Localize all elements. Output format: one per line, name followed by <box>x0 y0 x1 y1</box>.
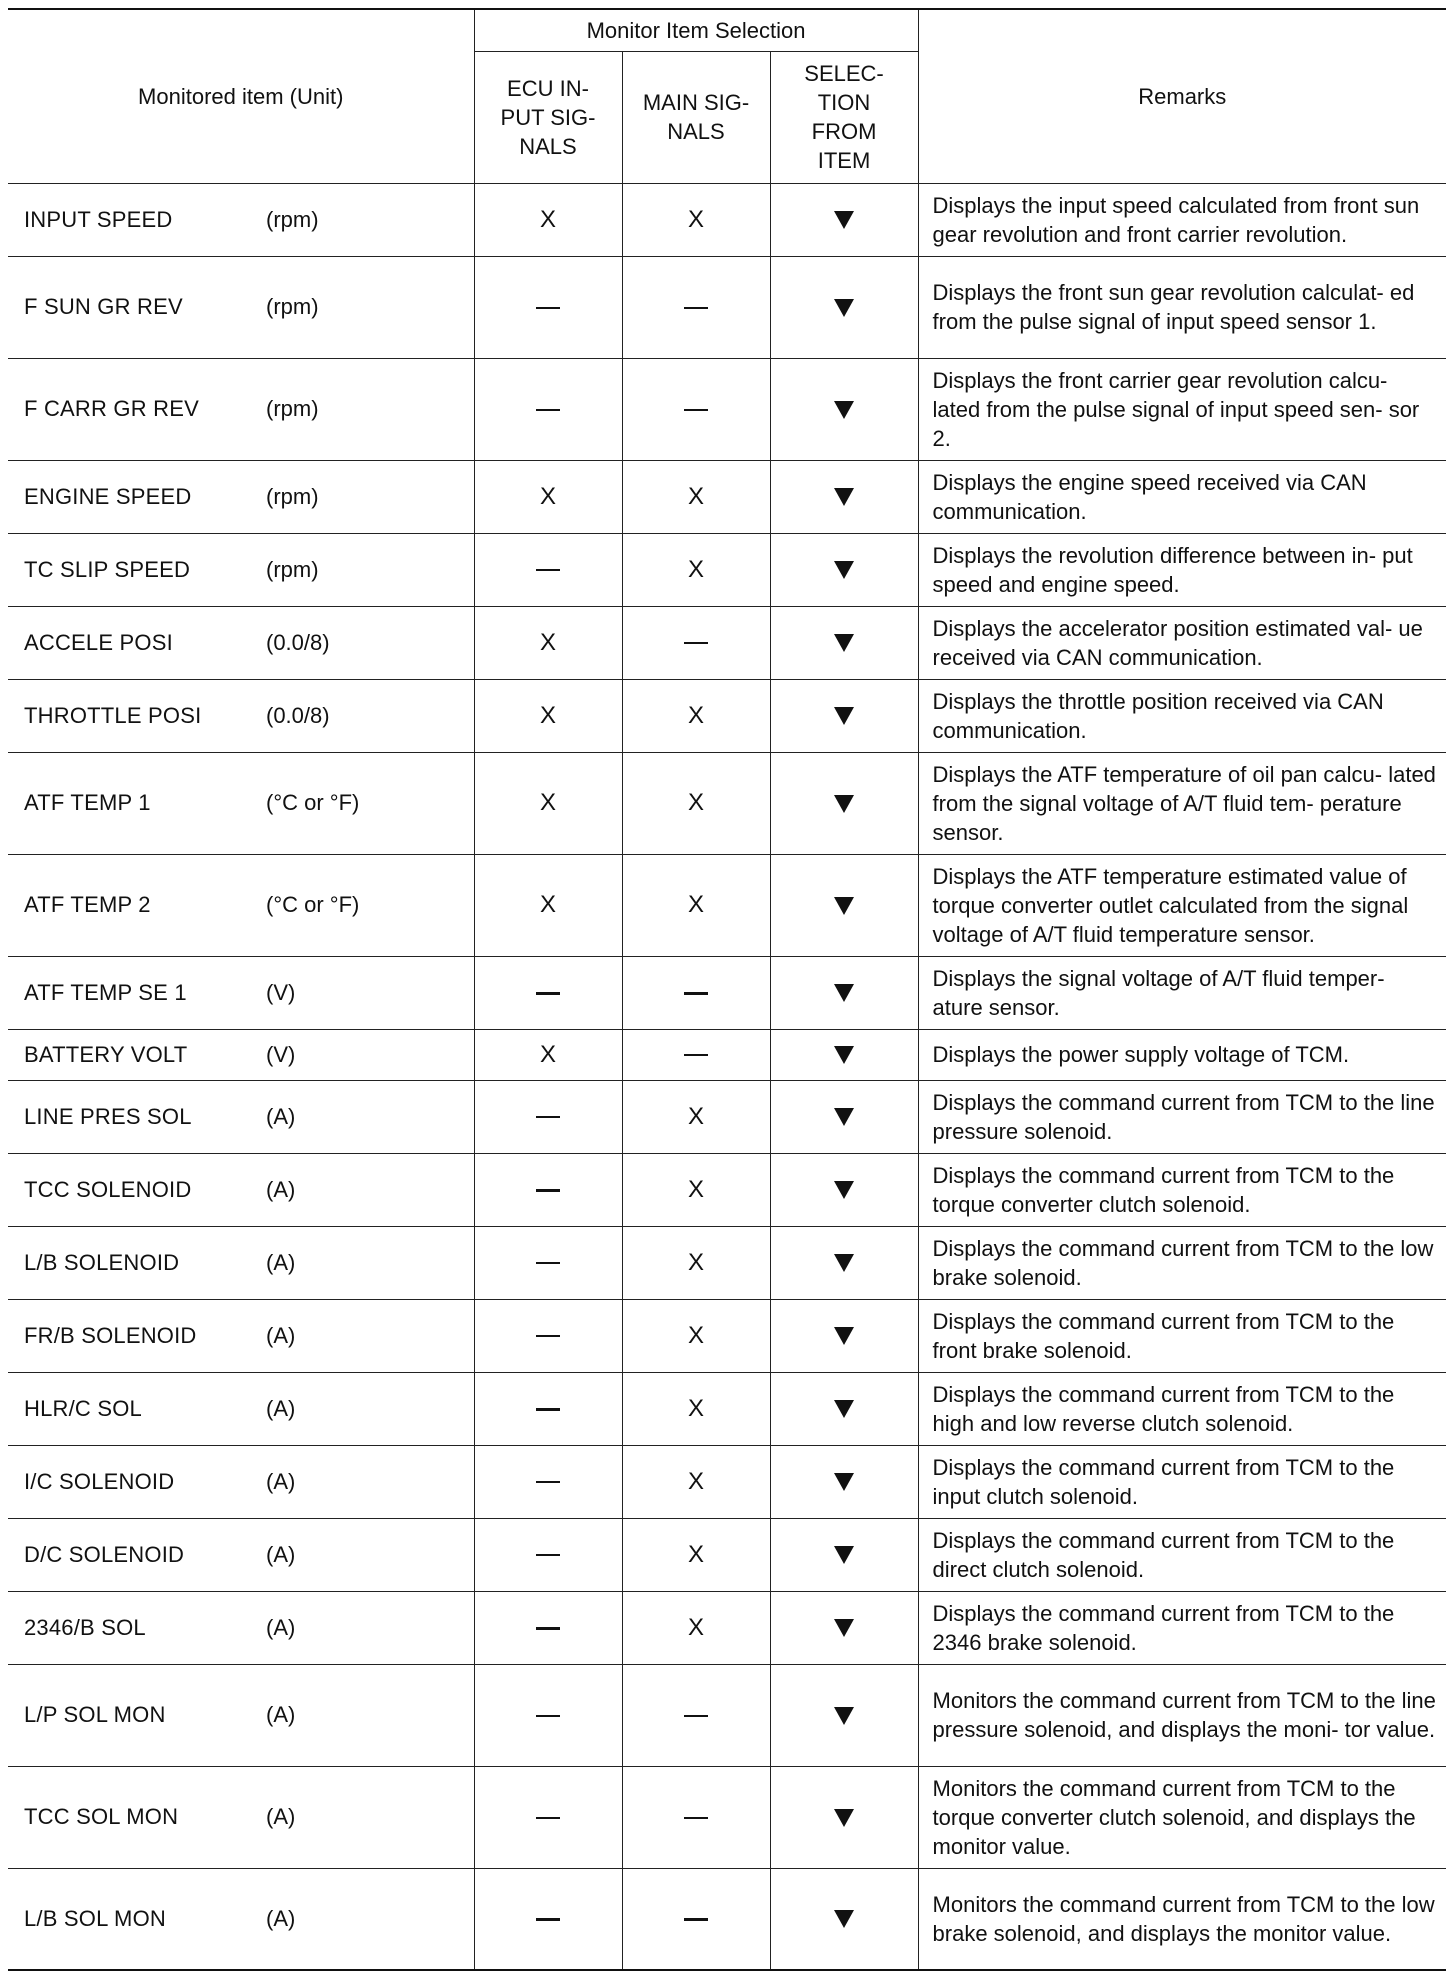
item-unit: (0.0/8) <box>266 702 330 728</box>
item-name: F CARR GR REV <box>24 396 199 421</box>
remarks-cell: Displays the command current from TCM to the 2346 brake solenoid. <box>918 1591 1446 1664</box>
item-name: ATF TEMP 2 <box>24 892 151 917</box>
monitored-item-cell <box>8 1591 474 1664</box>
x-mark: X <box>539 1040 556 1068</box>
table-row <box>8 460 1446 533</box>
monitored-item-cell <box>8 256 474 358</box>
item-name: TC SLIP SPEED <box>24 556 191 582</box>
table-row <box>8 1664 1446 1766</box>
remarks-cell: Displays the accelerator position estimated val- ue received via CAN communication. <box>918 606 1446 679</box>
remarks-cell: Displays the ATF temperature of oil pan calcu- lated from the signal voltage of A/T fluid tem- perature sensor. <box>918 752 1446 854</box>
table-row <box>8 533 1446 606</box>
table-row <box>8 1299 1446 1372</box>
main-signals-mark-cell <box>622 1029 770 1080</box>
header-selection-from-item: SELEC- TION FROM ITEM <box>770 51 918 183</box>
item-name: TCC SOLENOID <box>24 1176 192 1202</box>
item-name: FR/B SOLENOID <box>24 1322 197 1348</box>
item-name: F SUN GR REV <box>24 294 183 319</box>
item-name: ATF TEMP 1 <box>24 790 151 815</box>
selection-mark-cell <box>770 752 918 854</box>
header-monitored-item: Monitored item (Unit) <box>8 9 474 183</box>
remarks-cell: Monitors the command current from TCM to the torque converter clutch solenoid, and displays the monitor value. <box>918 1766 1446 1868</box>
selection-mark-cell <box>770 606 918 679</box>
table-row <box>8 358 1446 460</box>
main-signals-mark-cell <box>622 1518 770 1591</box>
main-signals-mark-cell <box>622 752 770 854</box>
dash-mark <box>536 1262 560 1264</box>
monitored-item-cell <box>8 533 474 606</box>
dash-mark <box>536 992 560 995</box>
x-mark: X <box>687 1613 704 1641</box>
item-unit: (rpm) <box>266 483 319 509</box>
item-name: BATTERY VOLT <box>24 1041 188 1067</box>
x-mark: X <box>687 1102 704 1130</box>
item-name: I/C SOLENOID <box>24 1468 175 1494</box>
monitored-item-cell <box>8 1868 474 1970</box>
monitored-item-cell <box>8 1664 474 1766</box>
table-row <box>8 256 1446 358</box>
monitored-item-cell <box>8 1766 474 1868</box>
monitored-item-cell <box>8 956 474 1029</box>
triangle-down-icon <box>834 299 854 317</box>
ecu-input-mark-cell <box>474 1226 622 1299</box>
header-main-signals: MAIN SIG- NALS <box>622 51 770 183</box>
item-unit: (A) <box>266 1541 296 1567</box>
remarks-cell: Displays the signal voltage of A/T fluid temper- ature sensor. <box>918 956 1446 1029</box>
triangle-down-icon <box>834 1707 854 1725</box>
dash-mark <box>536 409 560 411</box>
dash-mark <box>536 1481 560 1483</box>
remarks-cell: Displays the command current from TCM to the front brake solenoid. <box>918 1299 1446 1372</box>
main-signals-mark-cell <box>622 358 770 460</box>
remarks-cell: Displays the command current from TCM to the line pressure solenoid. <box>918 1080 1446 1153</box>
selection-mark-cell <box>770 1080 918 1153</box>
item-name: LINE PRES SOL <box>24 1103 192 1129</box>
item-unit: (A) <box>266 1702 296 1727</box>
triangle-down-icon <box>834 1181 854 1199</box>
dash-mark <box>684 1715 708 1717</box>
monitored-item-cell <box>8 1445 474 1518</box>
selection-mark-cell <box>770 1868 918 1970</box>
selection-mark-cell <box>770 256 918 358</box>
item-name: 2346/B SOL <box>24 1614 146 1640</box>
table-row <box>8 1518 1446 1591</box>
item-unit: (A) <box>266 1804 296 1829</box>
main-signals-mark-cell <box>622 460 770 533</box>
x-mark: X <box>539 482 556 510</box>
monitor-item-table <box>8 8 1446 1971</box>
item-unit: (rpm) <box>266 294 319 319</box>
ecu-input-mark-cell <box>474 679 622 752</box>
selection-mark-cell <box>770 1445 918 1518</box>
main-signals-mark-cell <box>622 533 770 606</box>
table-row <box>8 183 1446 256</box>
item-unit: (A) <box>266 1614 296 1640</box>
table-row <box>8 1445 1446 1518</box>
remarks-cell: Displays the input speed calculated from front sun gear revolution and front carrier revolution. <box>918 183 1446 256</box>
ecu-input-mark-cell <box>474 606 622 679</box>
x-mark: X <box>687 1175 704 1203</box>
item-unit: (rpm) <box>266 206 319 232</box>
main-signals-mark-cell <box>622 854 770 956</box>
main-signals-mark-cell <box>622 1299 770 1372</box>
ecu-input-mark-cell <box>474 1766 622 1868</box>
item-name: L/B SOLENOID <box>24 1249 180 1275</box>
table-row <box>8 1868 1446 1970</box>
remarks-cell: Displays the command current from TCM to the high and low reverse clutch solenoid. <box>918 1372 1446 1445</box>
table-header <box>8 9 1446 183</box>
x-mark: X <box>687 789 704 816</box>
dash-mark <box>536 1116 560 1118</box>
triangle-down-icon <box>834 1546 854 1564</box>
remarks-cell: Monitors the command current from TCM to the line pressure solenoid, and displays the moni- tor value. <box>918 1664 1446 1766</box>
item-unit: (V) <box>266 1041 296 1067</box>
remarks-cell: Displays the command current from TCM to the direct clutch solenoid. <box>918 1518 1446 1591</box>
item-unit: (°C or °F) <box>266 790 360 815</box>
item-name: D/C SOLENOID <box>24 1541 185 1567</box>
selection-mark-cell <box>770 183 918 256</box>
dash-mark <box>536 1715 560 1717</box>
x-mark: X <box>687 555 704 583</box>
table-row <box>8 606 1446 679</box>
item-name: ENGINE SPEED <box>24 483 192 509</box>
item-name: INPUT SPEED <box>24 206 173 232</box>
main-signals-mark-cell <box>622 1153 770 1226</box>
remarks-cell: Displays the revolution difference between in- put speed and engine speed. <box>918 533 1446 606</box>
monitored-item-cell <box>8 752 474 854</box>
dash-mark <box>536 1408 560 1411</box>
ecu-input-mark-cell <box>474 533 622 606</box>
table-row <box>8 1766 1446 1868</box>
ecu-input-mark-cell <box>474 956 622 1029</box>
x-mark: X <box>539 205 556 233</box>
monitored-item-cell <box>8 1518 474 1591</box>
x-mark: X <box>539 628 556 656</box>
ecu-input-mark-cell <box>474 1664 622 1766</box>
table-row <box>8 1372 1446 1445</box>
dash-mark <box>684 1054 708 1056</box>
remarks-cell: Displays the ATF temperature estimated value of torque converter outlet calculated from the signal voltage of A/T fluid temperature sensor. <box>918 854 1446 956</box>
item-unit: (A) <box>266 1103 296 1129</box>
ecu-input-mark-cell <box>474 1591 622 1664</box>
dash-mark <box>684 992 708 995</box>
table-row <box>8 1591 1446 1664</box>
selection-mark-cell <box>770 956 918 1029</box>
dash-mark <box>684 1817 708 1819</box>
monitored-item-cell <box>8 1080 474 1153</box>
selection-mark-cell <box>770 1299 918 1372</box>
main-signals-mark-cell <box>622 1868 770 1970</box>
main-signals-mark-cell <box>622 1372 770 1445</box>
monitored-item-cell <box>8 460 474 533</box>
ecu-input-mark-cell <box>474 1029 622 1080</box>
dash-mark <box>536 1335 560 1337</box>
triangle-down-icon <box>834 1254 854 1272</box>
item-name: THROTTLE POSI <box>24 702 202 728</box>
triangle-down-icon <box>834 1108 854 1126</box>
header-ecu-input-signals: ECU IN- PUT SIG- NALS <box>474 51 622 183</box>
main-signals-mark-cell <box>622 679 770 752</box>
x-mark: X <box>687 1321 704 1349</box>
monitored-item-cell <box>8 1153 474 1226</box>
table-row <box>8 752 1446 854</box>
triangle-down-icon <box>834 795 854 813</box>
item-unit: (A) <box>266 1322 296 1348</box>
main-signals-mark-cell <box>622 183 770 256</box>
dash-mark <box>536 1918 560 1921</box>
triangle-down-icon <box>834 401 854 419</box>
selection-mark-cell <box>770 460 918 533</box>
ecu-input-mark-cell <box>474 1153 622 1226</box>
main-signals-mark-cell <box>622 256 770 358</box>
ecu-input-mark-cell <box>474 752 622 854</box>
main-signals-mark-cell <box>622 1766 770 1868</box>
item-unit: (V) <box>266 979 296 1005</box>
ecu-input-mark-cell <box>474 358 622 460</box>
x-mark: X <box>539 891 556 918</box>
main-signals-mark-cell <box>622 1664 770 1766</box>
dash-mark <box>536 1189 560 1192</box>
monitored-item-cell <box>8 1029 474 1080</box>
monitored-item-cell <box>8 183 474 256</box>
dash-mark <box>684 1918 708 1921</box>
item-unit: (A) <box>266 1468 296 1494</box>
item-unit: (A) <box>266 1395 296 1421</box>
main-signals-mark-cell <box>622 956 770 1029</box>
dash-mark <box>684 307 708 309</box>
ecu-input-mark-cell <box>474 1868 622 1970</box>
x-mark: X <box>687 1394 704 1422</box>
selection-mark-cell <box>770 1664 918 1766</box>
monitor-item-document <box>8 8 1446 1971</box>
ecu-input-mark-cell <box>474 183 622 256</box>
x-mark: X <box>539 701 556 729</box>
remarks-cell: Displays the front sun gear revolution calculat- ed from the pulse signal of input speed sensor 1. <box>918 256 1446 358</box>
table-body <box>8 183 1446 1970</box>
header-monitor-item-selection: Monitor Item Selection <box>474 9 918 51</box>
ecu-input-mark-cell <box>474 854 622 956</box>
remarks-cell: Displays the command current from TCM to the low brake solenoid. <box>918 1226 1446 1299</box>
selection-mark-cell <box>770 1372 918 1445</box>
item-unit: (rpm) <box>266 396 319 421</box>
triangle-down-icon <box>834 1910 854 1928</box>
monitored-item-cell <box>8 358 474 460</box>
remarks-cell: Displays the power supply voltage of TCM. <box>918 1029 1446 1080</box>
remarks-cell: Displays the command current from TCM to the input clutch solenoid. <box>918 1445 1446 1518</box>
remarks-cell: Displays the engine speed received via CAN communication. <box>918 460 1446 533</box>
ecu-input-mark-cell <box>474 1518 622 1591</box>
item-unit: (A) <box>266 1905 296 1931</box>
selection-mark-cell <box>770 1766 918 1868</box>
item-unit: (0.0/8) <box>266 629 330 655</box>
triangle-down-icon <box>834 1046 854 1064</box>
ecu-input-mark-cell <box>474 1299 622 1372</box>
dash-mark <box>684 642 708 644</box>
dash-mark <box>684 409 708 411</box>
x-mark: X <box>687 891 704 918</box>
item-name: ACCELE POSI <box>24 629 173 655</box>
dash-mark <box>536 307 560 309</box>
table-row <box>8 1080 1446 1153</box>
main-signals-mark-cell <box>622 1226 770 1299</box>
item-name: HLR/C SOL <box>24 1395 142 1421</box>
ecu-input-mark-cell <box>474 1080 622 1153</box>
selection-mark-cell <box>770 679 918 752</box>
ecu-input-mark-cell <box>474 1372 622 1445</box>
remarks-cell: Displays the throttle position received via CAN communication. <box>918 679 1446 752</box>
triangle-down-icon <box>834 707 854 725</box>
table-row <box>8 1226 1446 1299</box>
x-mark: X <box>687 1540 704 1568</box>
triangle-down-icon <box>834 1473 854 1491</box>
x-mark: X <box>687 205 704 233</box>
table-row <box>8 1153 1446 1226</box>
ecu-input-mark-cell <box>474 460 622 533</box>
remarks-cell: Monitors the command current from TCM to the low brake solenoid, and displays the monitor value. <box>918 1868 1446 1970</box>
ecu-input-mark-cell <box>474 1445 622 1518</box>
table-row <box>8 854 1446 956</box>
x-mark: X <box>687 701 704 729</box>
x-mark: X <box>539 789 556 816</box>
triangle-down-icon <box>834 211 854 229</box>
x-mark: X <box>687 1248 704 1276</box>
triangle-down-icon <box>834 1400 854 1418</box>
selection-mark-cell <box>770 1518 918 1591</box>
selection-mark-cell <box>770 358 918 460</box>
x-mark: X <box>687 1467 704 1495</box>
table-row <box>8 956 1446 1029</box>
dash-mark <box>536 569 560 571</box>
triangle-down-icon <box>834 1619 854 1637</box>
main-signals-mark-cell <box>622 1080 770 1153</box>
monitored-item-cell <box>8 1372 474 1445</box>
monitored-item-cell <box>8 1299 474 1372</box>
main-signals-mark-cell <box>622 606 770 679</box>
header-remarks: Remarks <box>918 9 1446 183</box>
triangle-down-icon <box>834 1809 854 1827</box>
triangle-down-icon <box>834 561 854 579</box>
item-name: TCC SOL MON <box>24 1804 179 1829</box>
remarks-cell: Displays the command current from TCM to the torque converter clutch solenoid. <box>918 1153 1446 1226</box>
dash-mark <box>536 1554 560 1556</box>
selection-mark-cell <box>770 1226 918 1299</box>
monitored-item-cell <box>8 606 474 679</box>
triangle-down-icon <box>834 984 854 1002</box>
triangle-down-icon <box>834 897 854 915</box>
item-name: L/P SOL MON <box>24 1702 166 1727</box>
triangle-down-icon <box>834 634 854 652</box>
main-signals-mark-cell <box>622 1445 770 1518</box>
item-unit: (°C or °F) <box>266 892 360 917</box>
main-signals-mark-cell <box>622 1591 770 1664</box>
dash-mark <box>536 1817 560 1819</box>
ecu-input-mark-cell <box>474 256 622 358</box>
table-row <box>8 1029 1446 1080</box>
table-row <box>8 679 1446 752</box>
selection-mark-cell <box>770 1591 918 1664</box>
x-mark: X <box>687 482 704 510</box>
monitored-item-cell <box>8 854 474 956</box>
selection-mark-cell <box>770 1029 918 1080</box>
item-name: L/B SOL MON <box>24 1905 166 1931</box>
remarks-cell: Displays the front carrier gear revolution calcu- lated from the pulse signal of input speed sen- sor 2. <box>918 358 1446 460</box>
triangle-down-icon <box>834 1327 854 1345</box>
item-name: ATF TEMP SE 1 <box>24 979 187 1005</box>
selection-mark-cell <box>770 533 918 606</box>
item-unit: (A) <box>266 1176 296 1202</box>
monitored-item-cell <box>8 1226 474 1299</box>
selection-mark-cell <box>770 854 918 956</box>
selection-mark-cell <box>770 1153 918 1226</box>
monitored-item-cell <box>8 679 474 752</box>
item-unit: (A) <box>266 1249 296 1275</box>
triangle-down-icon <box>834 488 854 506</box>
item-unit: (rpm) <box>266 556 319 582</box>
dash-mark <box>536 1627 560 1630</box>
